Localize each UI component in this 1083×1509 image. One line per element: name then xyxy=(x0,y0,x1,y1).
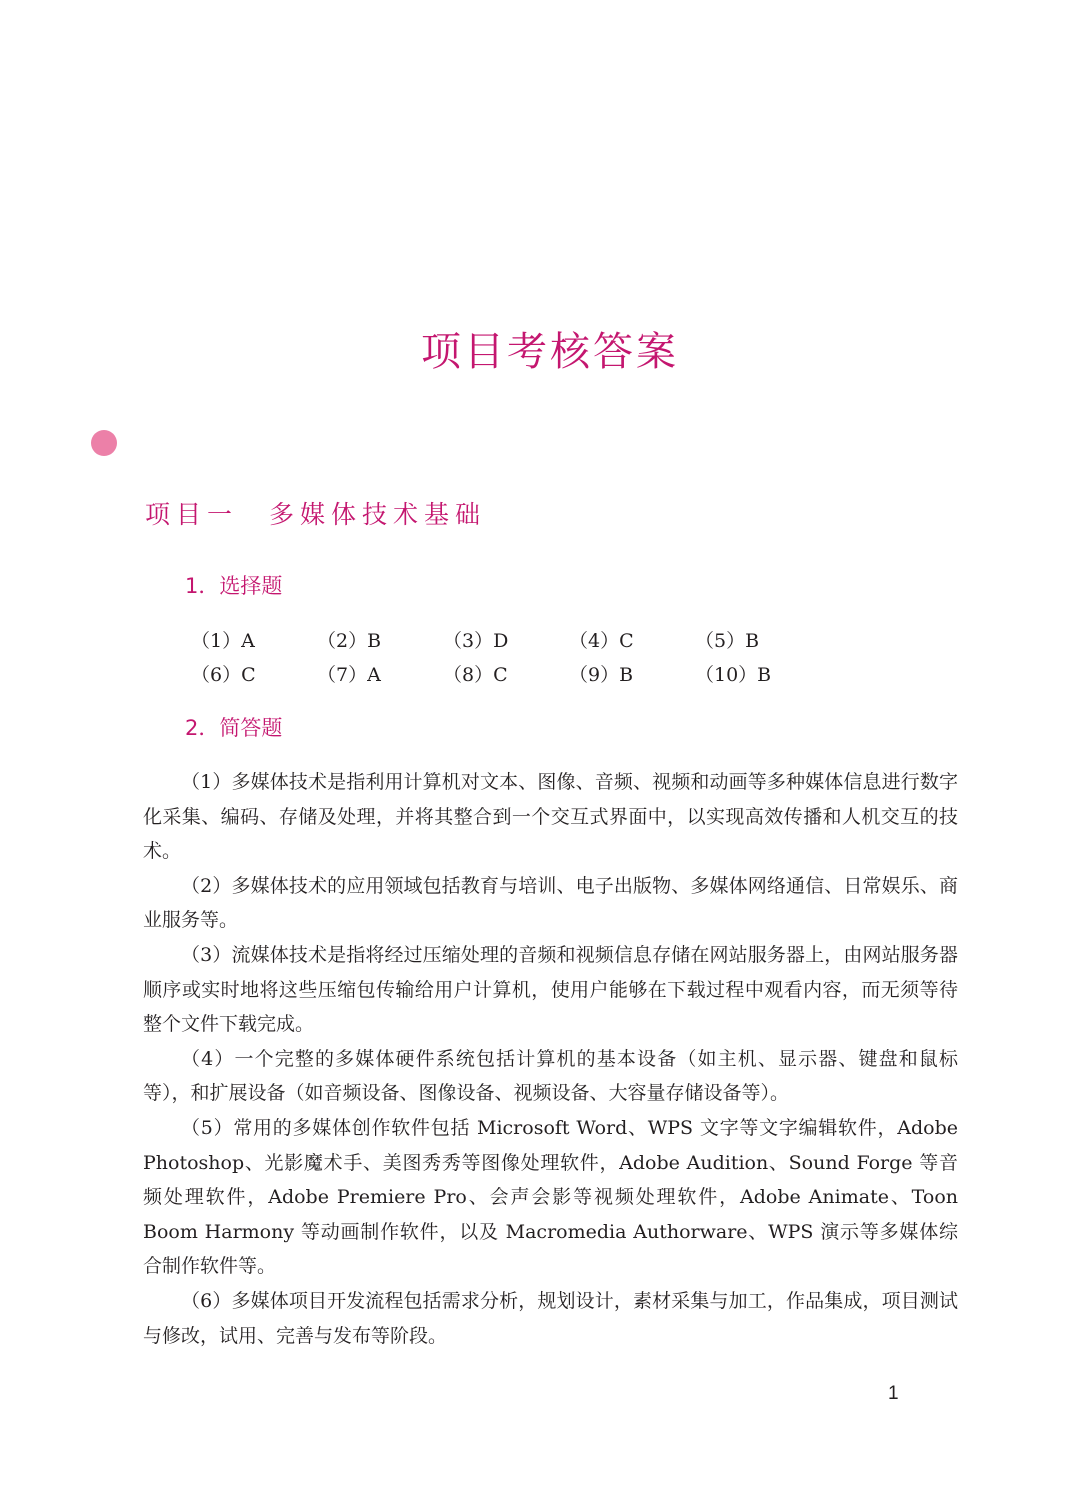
answer-item: （7）A xyxy=(317,664,381,686)
answer-item: （5）B xyxy=(695,630,760,652)
answer-item: （8）C xyxy=(443,664,508,686)
answer-item: （2）B xyxy=(317,630,382,652)
answer-paragraph: （2）多媒体技术的应用领域包括教育与培训、电子出版物、多媒体网络通信、日常娱乐、商业服务等。 xyxy=(143,874,958,932)
project-heading: 项目一 多媒体技术基础 xyxy=(145,500,487,529)
short-answer-body xyxy=(143,765,958,1353)
answer-paragraph: （1）多媒体技术是指利用计算机对文本、图像、音频、视频和动画等多种媒体信息进行数字化采集、编码、存储及处理，并将其整合到一个交互式界面中，以实现高效传播和人机交互的技术。 xyxy=(143,771,958,863)
answer-item: （9）B xyxy=(569,664,634,686)
answer-row xyxy=(191,624,821,658)
answer-item: （3）D xyxy=(443,630,509,652)
section-heading-choice: 1．选择题 xyxy=(185,574,283,598)
answer-grid xyxy=(191,624,821,692)
page-number: 1 xyxy=(888,1383,899,1404)
answer-paragraph: （4）一个完整的多媒体硬件系统包括计算机的基本设备（如主机、显示器、键盘和鼠标等），和扩展设备（如音频设备、图像设备、视频设备、大容量存储设备等）。 xyxy=(143,1047,958,1105)
answer-row xyxy=(191,658,821,692)
answer-paragraph: （5）常用的多媒体创作软件包括 Microsoft Word、WPS 文字等文字编辑软件，Adobe Photoshop、光影魔术手、美图秀秀等图像处理软件，Adobe Audition、Sound Forge 等音频处理软件，Adobe Premiere Pro、会声会影等视频处理软件，Adobe Animate、Toon Boom Harmony 等动画制作软件，以及 Macromedia Authorware、WPS 演示等多媒体综合制作软件等。 xyxy=(143,1116,958,1278)
decorative-dot xyxy=(91,430,117,456)
page-title: 项目考核答案 xyxy=(421,329,679,375)
answer-item: （1）A xyxy=(191,630,255,652)
section-heading-short-answer: 2．简答题 xyxy=(185,716,283,740)
answer-item: （6）C xyxy=(191,664,256,686)
answer-paragraph: （6）多媒体项目开发流程包括需求分析，规划设计，素材采集与加工，作品集成，项目测试与修改，试用、完善与发布等阶段。 xyxy=(143,1289,958,1347)
answer-item: （10）B xyxy=(695,664,772,686)
answer-item: （4）C xyxy=(569,630,634,652)
answer-paragraph: （3）流媒体技术是指将经过压缩处理的音频和视频信息存储在网站服务器上，由网站服务器顺序或实时地将这些压缩包传输给用户计算机，使用户能够在下载过程中观看内容，而无须等待整个文件下载完成。 xyxy=(143,943,958,1036)
